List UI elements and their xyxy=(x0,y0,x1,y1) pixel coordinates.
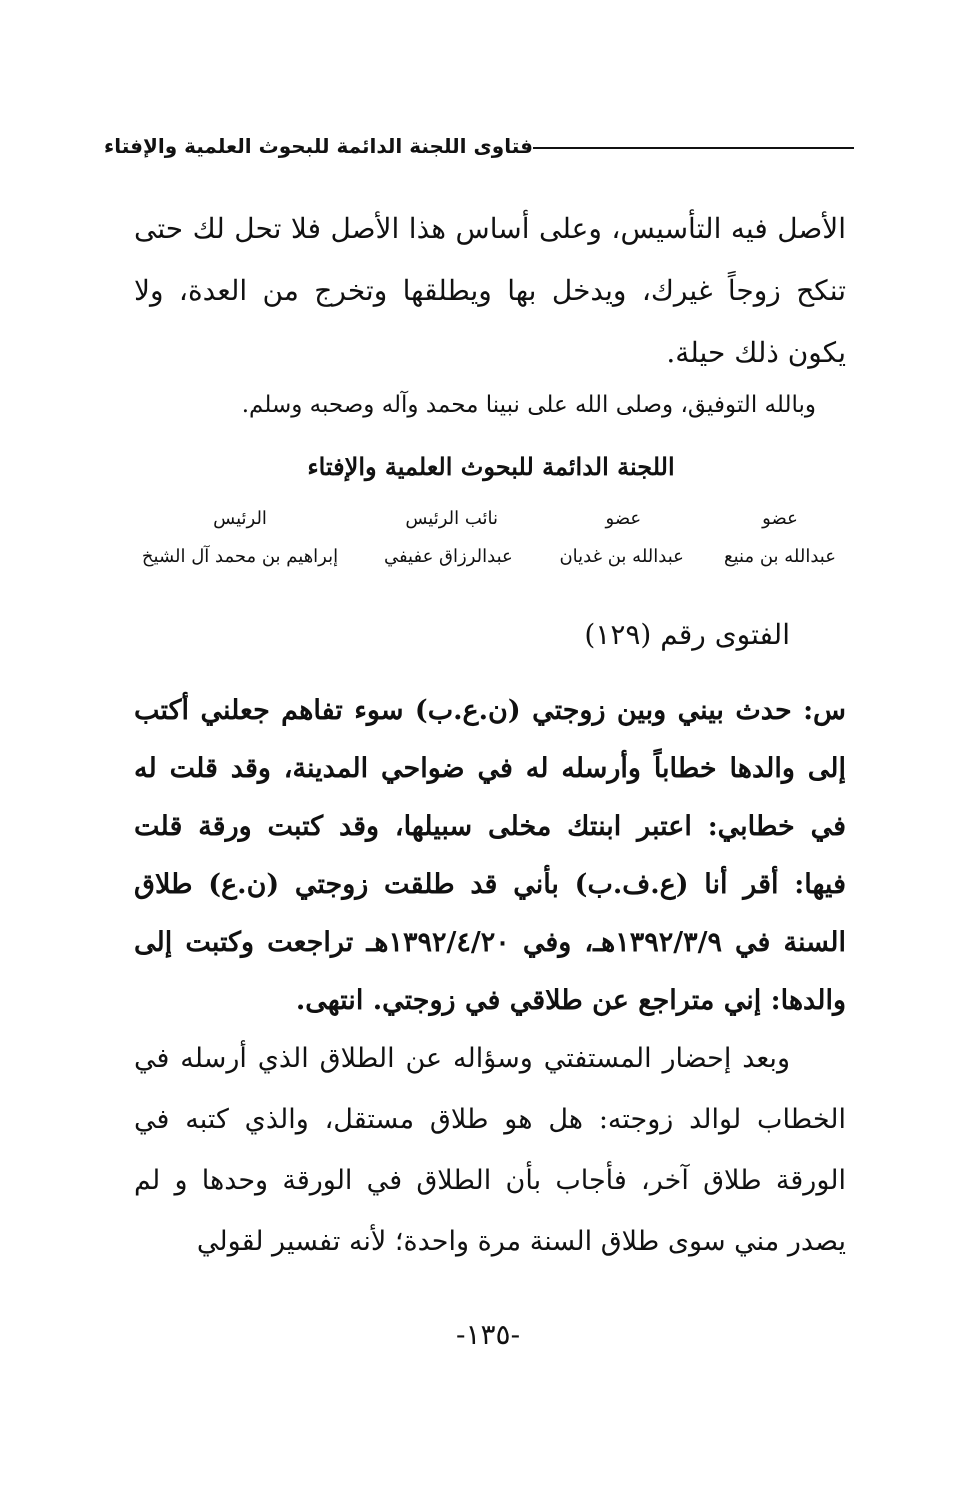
signatory-name: عبدالرزاق عفيفي xyxy=(383,546,513,567)
signatory-names xyxy=(130,546,850,567)
running-header-title: فتاوى اللجنة الدائمة للبحوث العلمية والإفتاء xyxy=(104,134,533,158)
running-header xyxy=(104,128,864,164)
fatwa-number: الفتوى رقم (١٢٩) xyxy=(584,618,790,651)
body-paragraph: الأصل فيه التأسيس، وعلى أساس هذا الأصل فلا تحل لك حتى تنكح زوجاً غيرك، ويدخل بها ويطلقها وتخرج من العدة، ولا يكون ذلك حيلة. xyxy=(134,212,846,369)
signatory-name: عبدالله بن غديان xyxy=(559,546,684,567)
signatory-role: عضو xyxy=(762,508,798,529)
committee-title: اللجنة الدائمة للبحوث العلمية والإفتاء xyxy=(307,452,675,481)
answer-text: وبعد إحضار المستفتي وسؤاله عن الطلاق الذي أرسله في الخطاب لوالد زوجته: هل هو طلاق مستقل، والذي كتبه في الورقة طلاق آخر، فأجاب بأن الطلاق في الورقة وحدها و لم يصدر مني سوى طلاق السنة مرة واحدة؛ لأنه تفسير لقولي xyxy=(134,1043,846,1257)
signatory-role: عضو xyxy=(605,508,642,529)
signatory-roles xyxy=(130,508,850,529)
signatory-name: عبدالله بن منيع xyxy=(724,546,836,567)
signatory-role: نائب الرئيس xyxy=(405,508,499,529)
closing-line: وبالله التوفيق، وصلى الله على نبينا محمد وآله وصحبه وسلم. xyxy=(241,392,816,418)
header-rule xyxy=(533,147,854,149)
page-number: -١٣٥- xyxy=(455,1318,521,1351)
signatory-name: إبراهيم بن محمد آل الشيخ xyxy=(141,546,339,567)
signatory-role: الرئيس xyxy=(213,508,267,529)
question-text: س: حدث بيني وبين زوجتي (ن.ع.ب) سوء تفاهم جعلني أكتب إلى والدها خطاباً وأرسله له في ضواحي المدينة، وقد قلت له في خطابي: اعتبر ابنتك مخلى سبيلها، وقد كتبت ورقة قلت فيها: أقر أنا (ع.ف.ب) بأني قد طلقت زوجتي (ن.ع) طلاق السنة في ١٣٩٢/٣/٩هـ، وفي ١٣٩٢/٤/٢٠هـ تراجعت وكتبت إلى والدها: إني متراجع عن طلاقي في زوجتي. انتهى. xyxy=(134,695,846,1016)
